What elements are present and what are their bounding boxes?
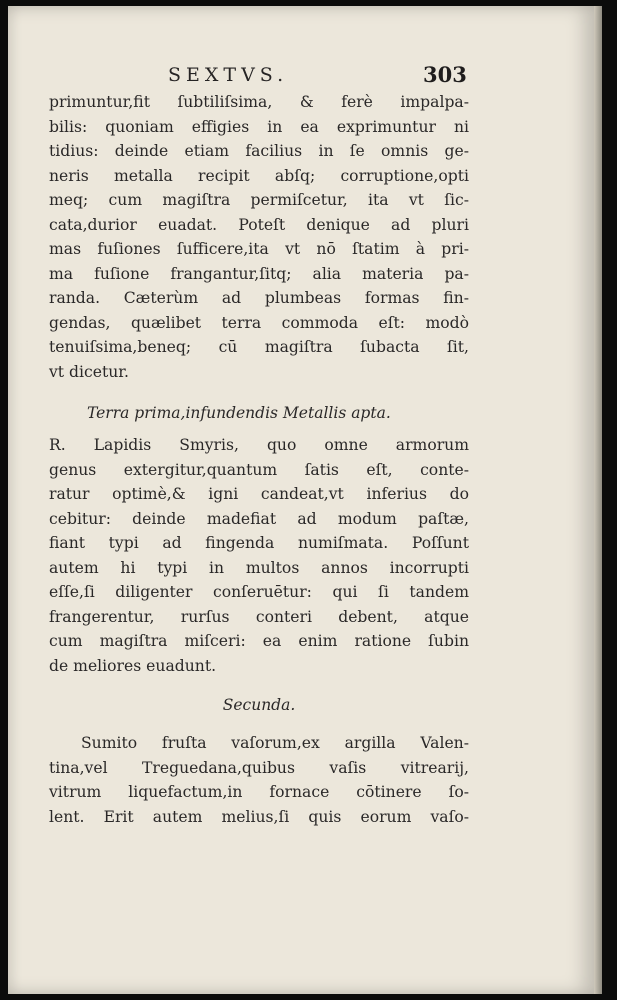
text-line: cum magiſtra miſceri: ea enim ratione ſubin — [49, 632, 469, 650]
text-line: vt dicetur. — [49, 362, 129, 381]
text-line: tina,vel Treguedana,quibus vaſis vitrearij, — [49, 758, 469, 777]
page-edge-shadow — [594, 6, 602, 994]
text-line: bilis: quoniam effigies in ea exprimuntur ni — [49, 117, 469, 136]
text-line: cata,durior euadat. Poteſt denique ad pluri — [49, 215, 469, 234]
page-number: 303 — [423, 62, 467, 87]
text-line: tenuiſsima,beneq; cū magiſtra ſubacta ſit, — [49, 338, 469, 356]
text-line: randa. Cæterùm ad plumbeas formas fin- — [49, 289, 469, 307]
text-line: ratur optimè,& igni candeat,vt inferius do — [49, 485, 469, 503]
text-line: eſſe,ſi diligenter conſeruētur: qui ſi tandem — [49, 583, 469, 601]
text-line: ma fuſione frangantur,ſitq; alia materia pa- — [49, 264, 469, 283]
text-line: primuntur,fit ſubtiliſsima, & ferè impalpa- — [49, 93, 469, 111]
text-line: autem hi typi in multos annos incorrupti — [49, 558, 469, 577]
paragraph-2 — [49, 433, 469, 678]
text-line: cebitur: deinde madefiat ad modum paſtæ, — [49, 509, 469, 528]
paragraph-1 — [49, 90, 469, 384]
text-line: de meliores euadunt. — [49, 656, 217, 675]
running-head: SEXTVS. — [168, 64, 289, 86]
book-page — [8, 6, 594, 994]
text-line: fiant typi ad fingenda numiſmata. Poſſunt — [49, 534, 469, 552]
text-line: gendas, quælibet terra commoda eſt: modò — [49, 313, 469, 332]
text-line: genus extergitur,quantum ſatis eſt, conte- — [49, 460, 469, 479]
text-line: tidius: deinde etiam facilius in ſe omnis ge- — [49, 142, 469, 160]
text-line: R. Lapidis Smyris, quo omne armorum — [49, 436, 469, 454]
text-line: Sumito fruſta vaſorum,ex argilla Valen- — [81, 734, 469, 752]
section-heading: Secunda. — [222, 696, 296, 714]
text-line: lent. Erit autem melius,ſi quis eorum vaſo- — [49, 807, 469, 826]
text-line: meq; cum magiſtra permiſcetur, ita vt ſic- — [49, 191, 469, 209]
text-line: neris metalla recipit abſq; corruptione,opti — [49, 166, 469, 185]
text-line: vitrum liquefactum,in fornace cōtinere ſo- — [49, 783, 469, 801]
text-line: mas fuſiones ſufficere,ita vt nō ſtatim à pri- — [49, 240, 469, 258]
section-heading: Terra prima,infundendis Metallis apta. — [87, 404, 391, 422]
text-block — [49, 90, 469, 829]
paragraph-3 — [49, 731, 469, 829]
text-line: frangerentur, rurſus conteri debent, atque — [49, 607, 469, 626]
